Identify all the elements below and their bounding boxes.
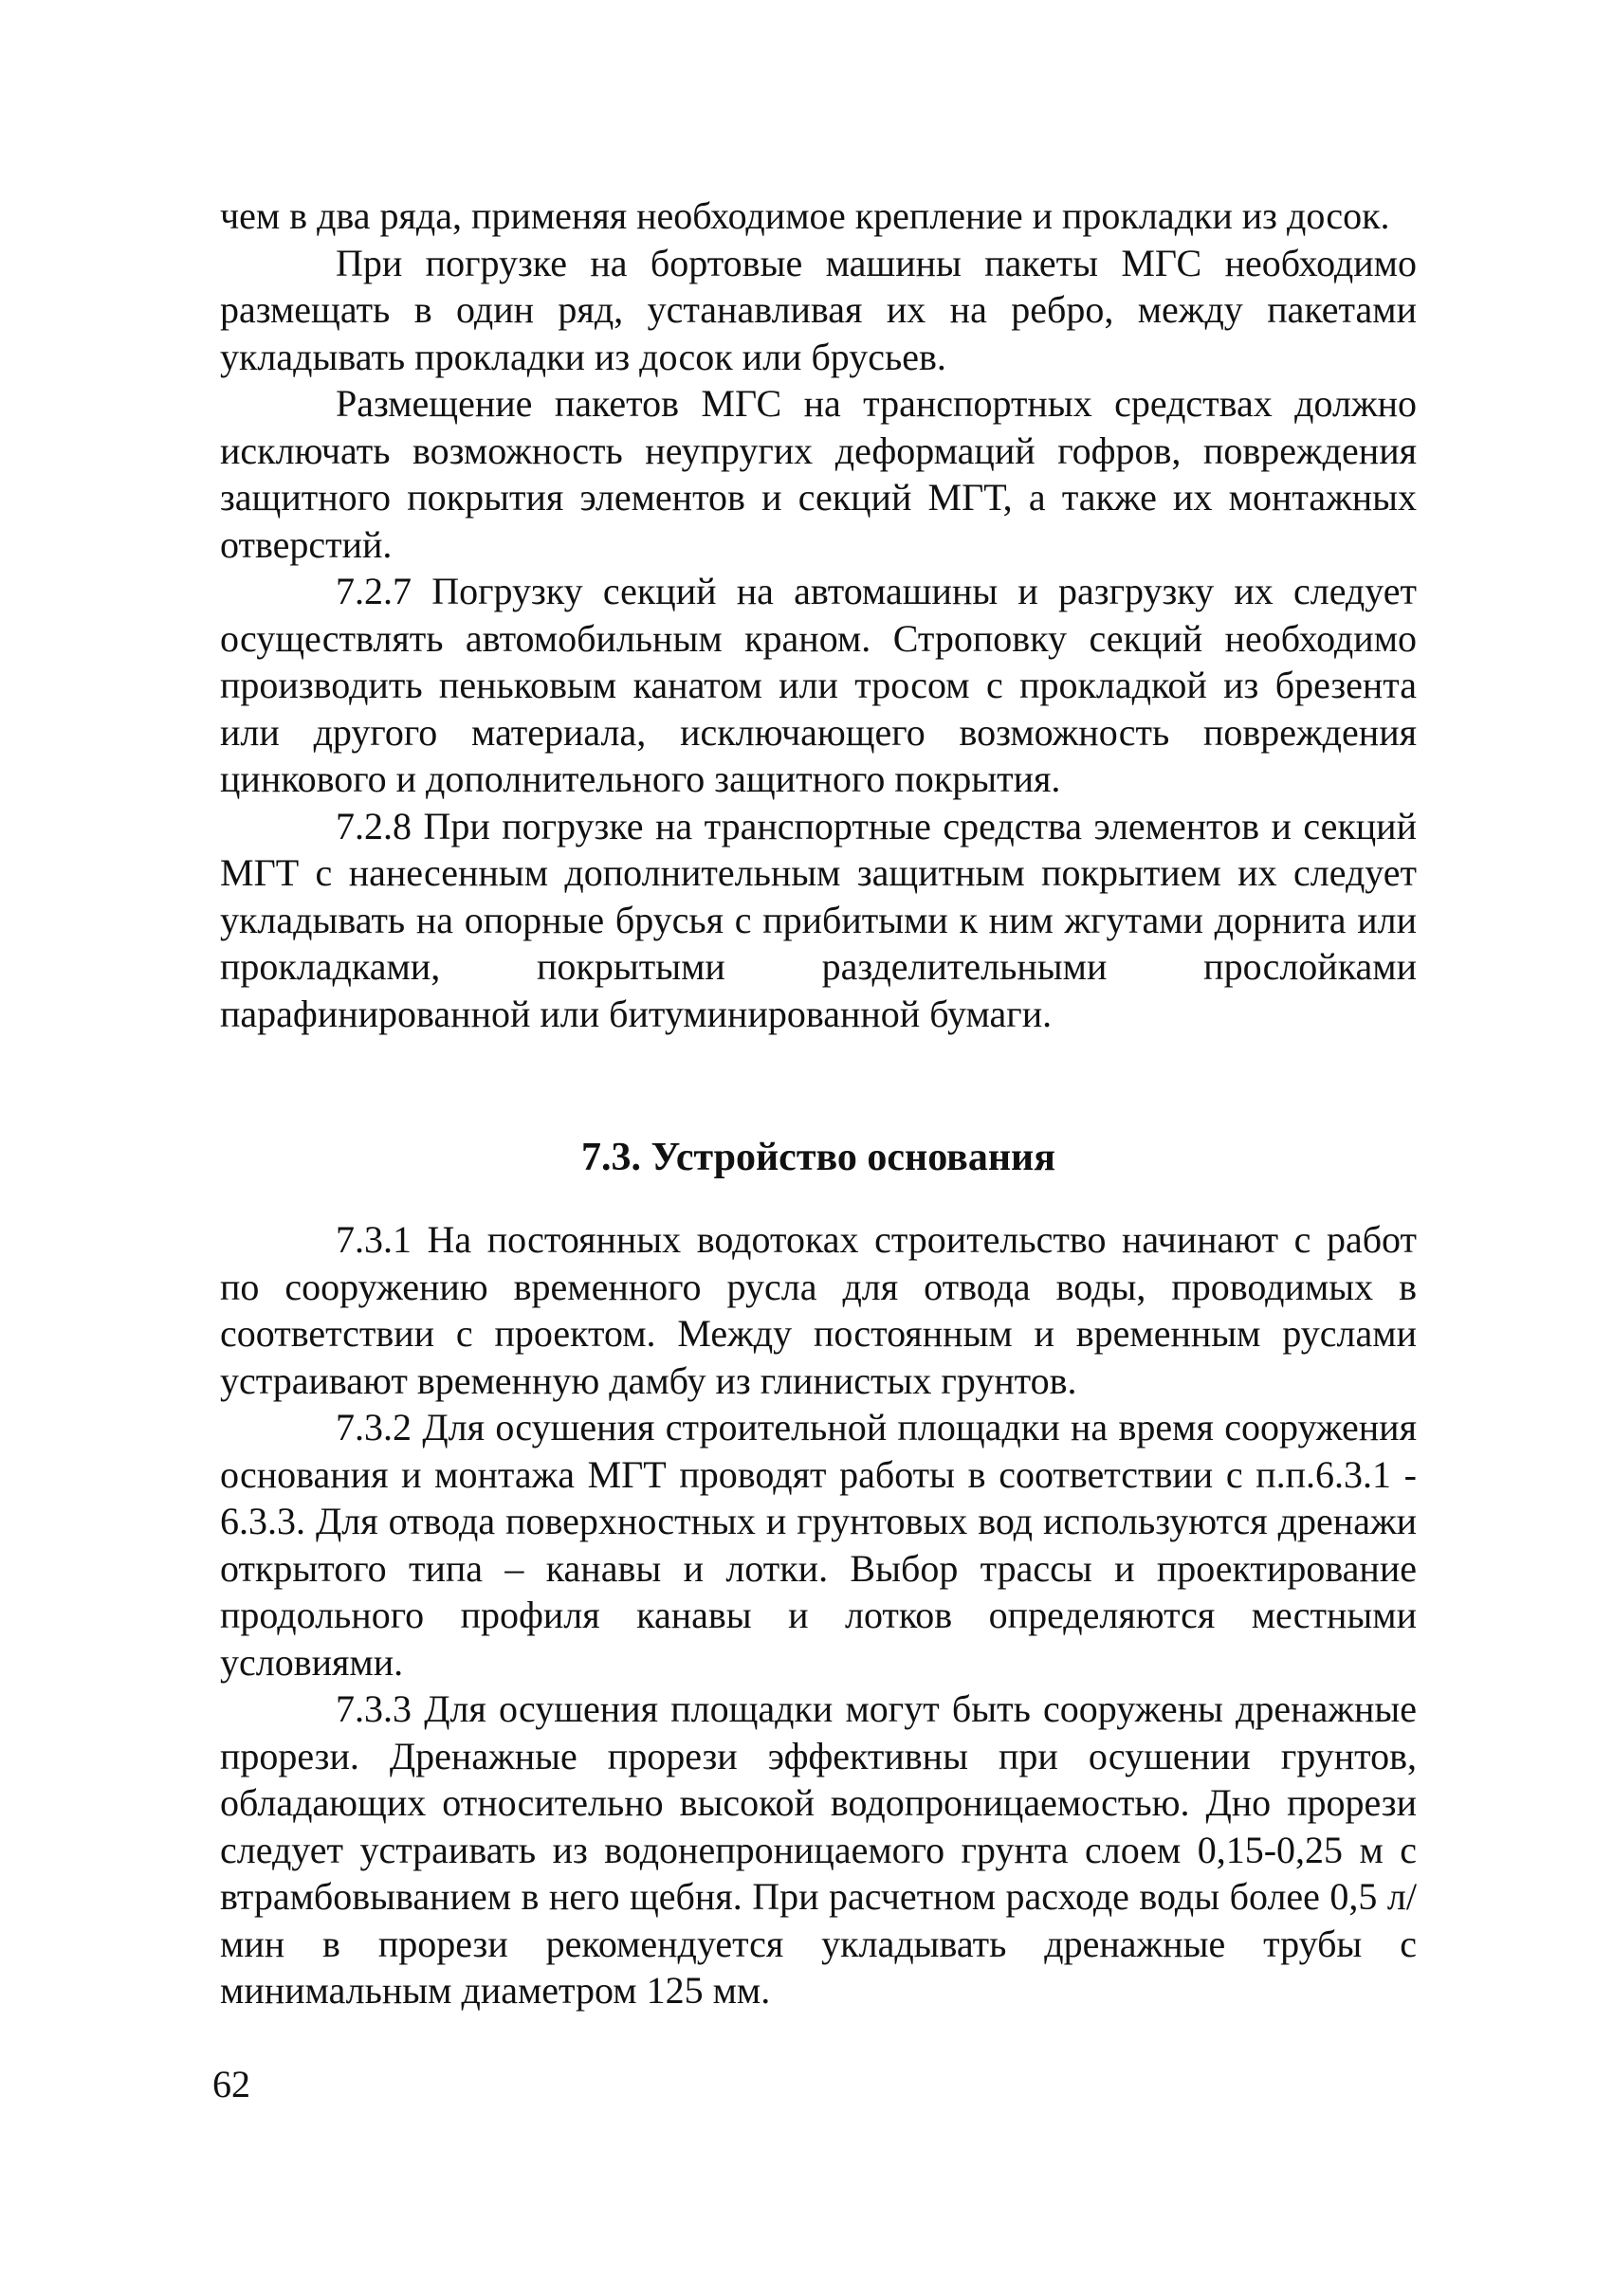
text-block-bottom [220,1216,1417,2014]
paragraph-loading-trucks: При погрузке на бортовые машины пакеты МГС необходимо размещать в один ряд, устанавливая их на ребро, между пакетами укладывать прокладки из досок или брусьев. [220,241,1417,378]
paragraph-7-3-3: 7.3.3 Для осушения площадки могут быть сооружены дренажные прорези. Дренажные прорези эффективны при осушении грунтов, обладающих относительно высокой водопроницаемостью. Дно прорези следует устраивать из водонепроницаемого грунта слоем 0,15-0,25 м с втрамбовыванием в него щебня. При расчетном расходе воды более 0,5 л/мин в прорези рекомендуется укладывать дренажные трубы с минимальным диаметром 125 мм. [220,1687,1417,2012]
paragraph-7-2-7: 7.2.7 Погрузку секций на автомашины и разгрузку их следует осуществлять автомобильным краном. Строповку секций необходимо производить пеньковым канатом или тросом с прокладкой из брезента или другого материала, исключающего возможность повреждения цинкового и дополнительного защитного покрытия. [220,570,1417,800]
paragraph-placement: Размещение пакетов МГС на транспортных средствах должно исключать возможность неупругих деформаций гофров, повреждения защитного покрытия элементов и секций МГТ, а также их монтажных отверстий. [220,382,1417,566]
paragraph-continuation: чем в два ряда, применяя необходимое крепление и прокладки из досок. [220,194,1390,237]
paragraph-7-3-1: 7.3.1 На постоянных водотоках строительство начинают с работ по сооружению временного русла для отвода воды, проводимых в соответствии с проектом. Между постоянным и временным руслами устраивают временную дамбу из глинистых грунтов. [220,1218,1417,1402]
paragraph-7-3-2: 7.3.2 Для осушения строительной площадки на время сооружения основания и монтажа МГТ проводят работы в соответствии с п.п.6.3.1 - 6.3.3. Для отвода поверхностных и грунтовых вод используются дренажи открытого типа – канавы и лотки. Выбор трассы и проектирование продольного профиля канавы и лотков определяются местными условиями. [220,1406,1417,1684]
section-heading: 7.3. Устройство основания [581,1136,1055,1179]
paragraph-7-2-8: 7.2.8 При погрузке на транспортные средства элементов и секций МГТ с нанесенным дополнительным защитным покрытием их следует укладывать на опорные брусья с прибитыми к ним жгутами дорнита или прокладками, покрытыми разделительными прослойками парафинированной или битуминированной бумаги. [220,804,1417,1035]
page-number: 62 [212,2063,250,2105]
text-block-top [220,192,1417,1037]
